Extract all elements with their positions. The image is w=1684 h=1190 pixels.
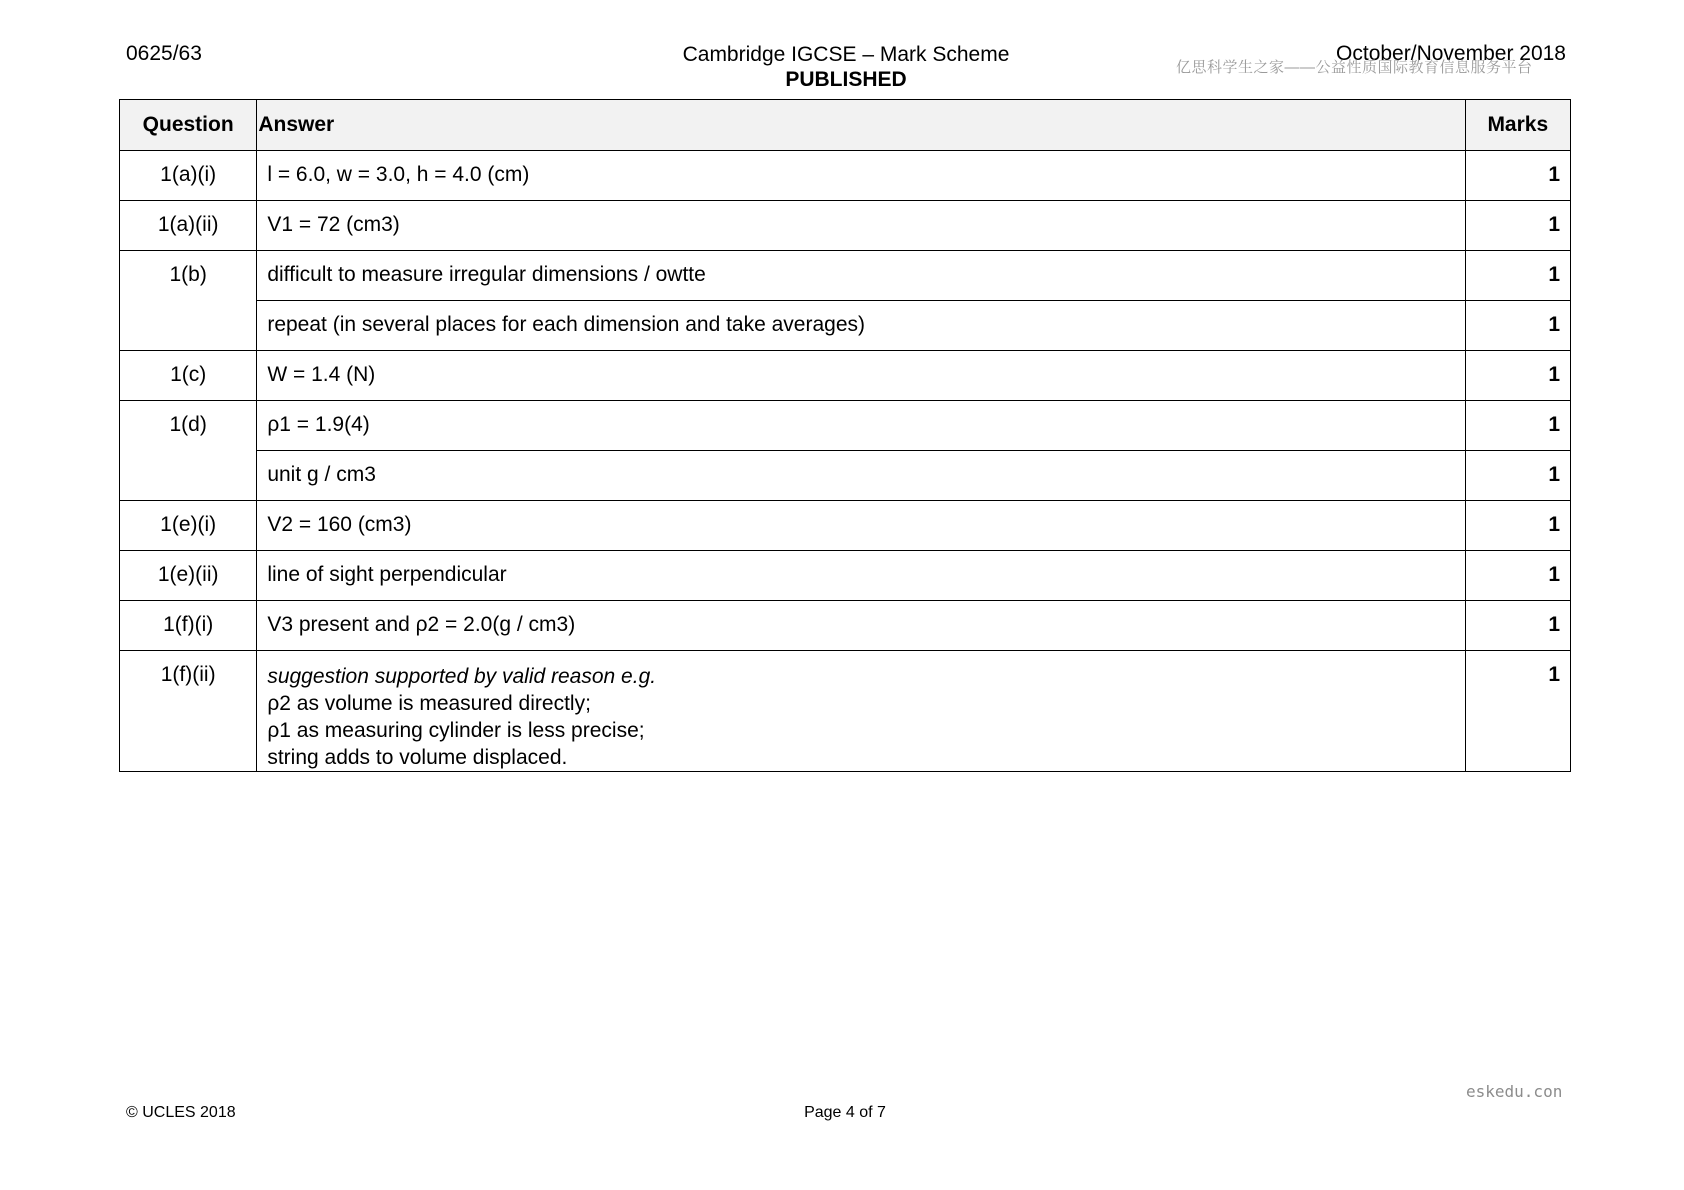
footer-watermark: eskedu.con xyxy=(1466,1082,1563,1101)
table-row xyxy=(120,501,1571,551)
question-cell: 1(e)(ii) xyxy=(120,551,257,601)
marks-cell: 1 xyxy=(1465,451,1570,501)
table-row xyxy=(120,301,1571,351)
copyright: © UCLES 2018 xyxy=(126,1104,236,1121)
exam-session: October/November 2018 xyxy=(1336,42,1566,65)
table-row xyxy=(120,451,1571,501)
answer-cell: repeat (in several places for each dimension and take averages) xyxy=(257,301,1465,351)
answer-cell: V2 = 160 (cm3) xyxy=(257,501,1465,551)
answer-cell: ρ1 = 1.9(4) xyxy=(257,401,1465,451)
published-label: PUBLISHED xyxy=(785,68,907,91)
table-row xyxy=(120,601,1571,651)
answer-text: l = 6.0, w = 3.0, h = 4.0 (cm) xyxy=(267,163,530,186)
question-cell: 1(a)(i) xyxy=(120,151,257,201)
marks-cell: 1 xyxy=(1465,651,1570,772)
question-cell: 1(d) xyxy=(120,401,257,501)
question-header: Question xyxy=(120,100,257,151)
answer-line: ρ2 as volume is measured directly; xyxy=(267,692,591,715)
table-row xyxy=(120,401,1571,451)
answer-cell xyxy=(257,651,1465,772)
mark-scheme-table xyxy=(119,99,1571,772)
table-row xyxy=(120,201,1571,251)
answer-cell: unit g / cm3 xyxy=(257,451,1465,501)
question-cell: 1(c) xyxy=(120,351,257,401)
table-header-row xyxy=(120,100,1571,151)
document-title-block xyxy=(600,42,1092,92)
marks-cell: 1 xyxy=(1465,351,1570,401)
page-number: Page 4 of 7 xyxy=(804,1104,886,1121)
marks-cell: 1 xyxy=(1465,201,1570,251)
table-row xyxy=(120,651,1571,772)
marks-cell: 1 xyxy=(1465,151,1570,201)
marks-cell: 1 xyxy=(1465,251,1570,301)
marks-header: Marks xyxy=(1465,100,1570,151)
table-row xyxy=(120,151,1571,201)
marks-cell: 1 xyxy=(1465,401,1570,451)
question-cell: 1(f)(i) xyxy=(120,601,257,651)
question-cell: 1(a)(ii) xyxy=(120,201,257,251)
answer-cell: difficult to measure irregular dimensions / owtte xyxy=(257,251,1465,301)
table-row xyxy=(120,351,1571,401)
question-cell: 1(f)(ii) xyxy=(120,651,257,772)
answer-cell: V1 = 72 (cm3) xyxy=(257,201,1465,251)
watermark-text: 亿思科学生之家——公益性质国际教育信息服务平台 xyxy=(1176,59,1533,76)
answer-line: suggestion supported by valid reason e.g. xyxy=(267,665,657,688)
answer-line: ρ1 as measuring cylinder is less precise; xyxy=(267,719,645,742)
document-title: Cambridge IGCSE – Mark Scheme xyxy=(682,43,1010,66)
answer-header: Answer xyxy=(257,100,1465,151)
paper-code: 0625/63 xyxy=(126,42,202,65)
marks-cell: 1 xyxy=(1465,301,1570,351)
answer-cell xyxy=(257,151,1465,201)
answer-cell: V3 present and ρ2 = 2.0(g / cm3) xyxy=(257,601,1465,651)
marks-cell: 1 xyxy=(1465,601,1570,651)
question-cell: 1(b) xyxy=(120,251,257,351)
marks-cell: 1 xyxy=(1465,551,1570,601)
answer-cell: line of sight perpendicular xyxy=(257,551,1465,601)
answer-cell: W = 1.4 (N) xyxy=(257,351,1465,401)
answer-line: string adds to volume displaced. xyxy=(267,746,568,769)
marks-cell: 1 xyxy=(1465,501,1570,551)
table-row xyxy=(120,251,1571,301)
table-row xyxy=(120,551,1571,601)
question-cell: 1(e)(i) xyxy=(120,501,257,551)
